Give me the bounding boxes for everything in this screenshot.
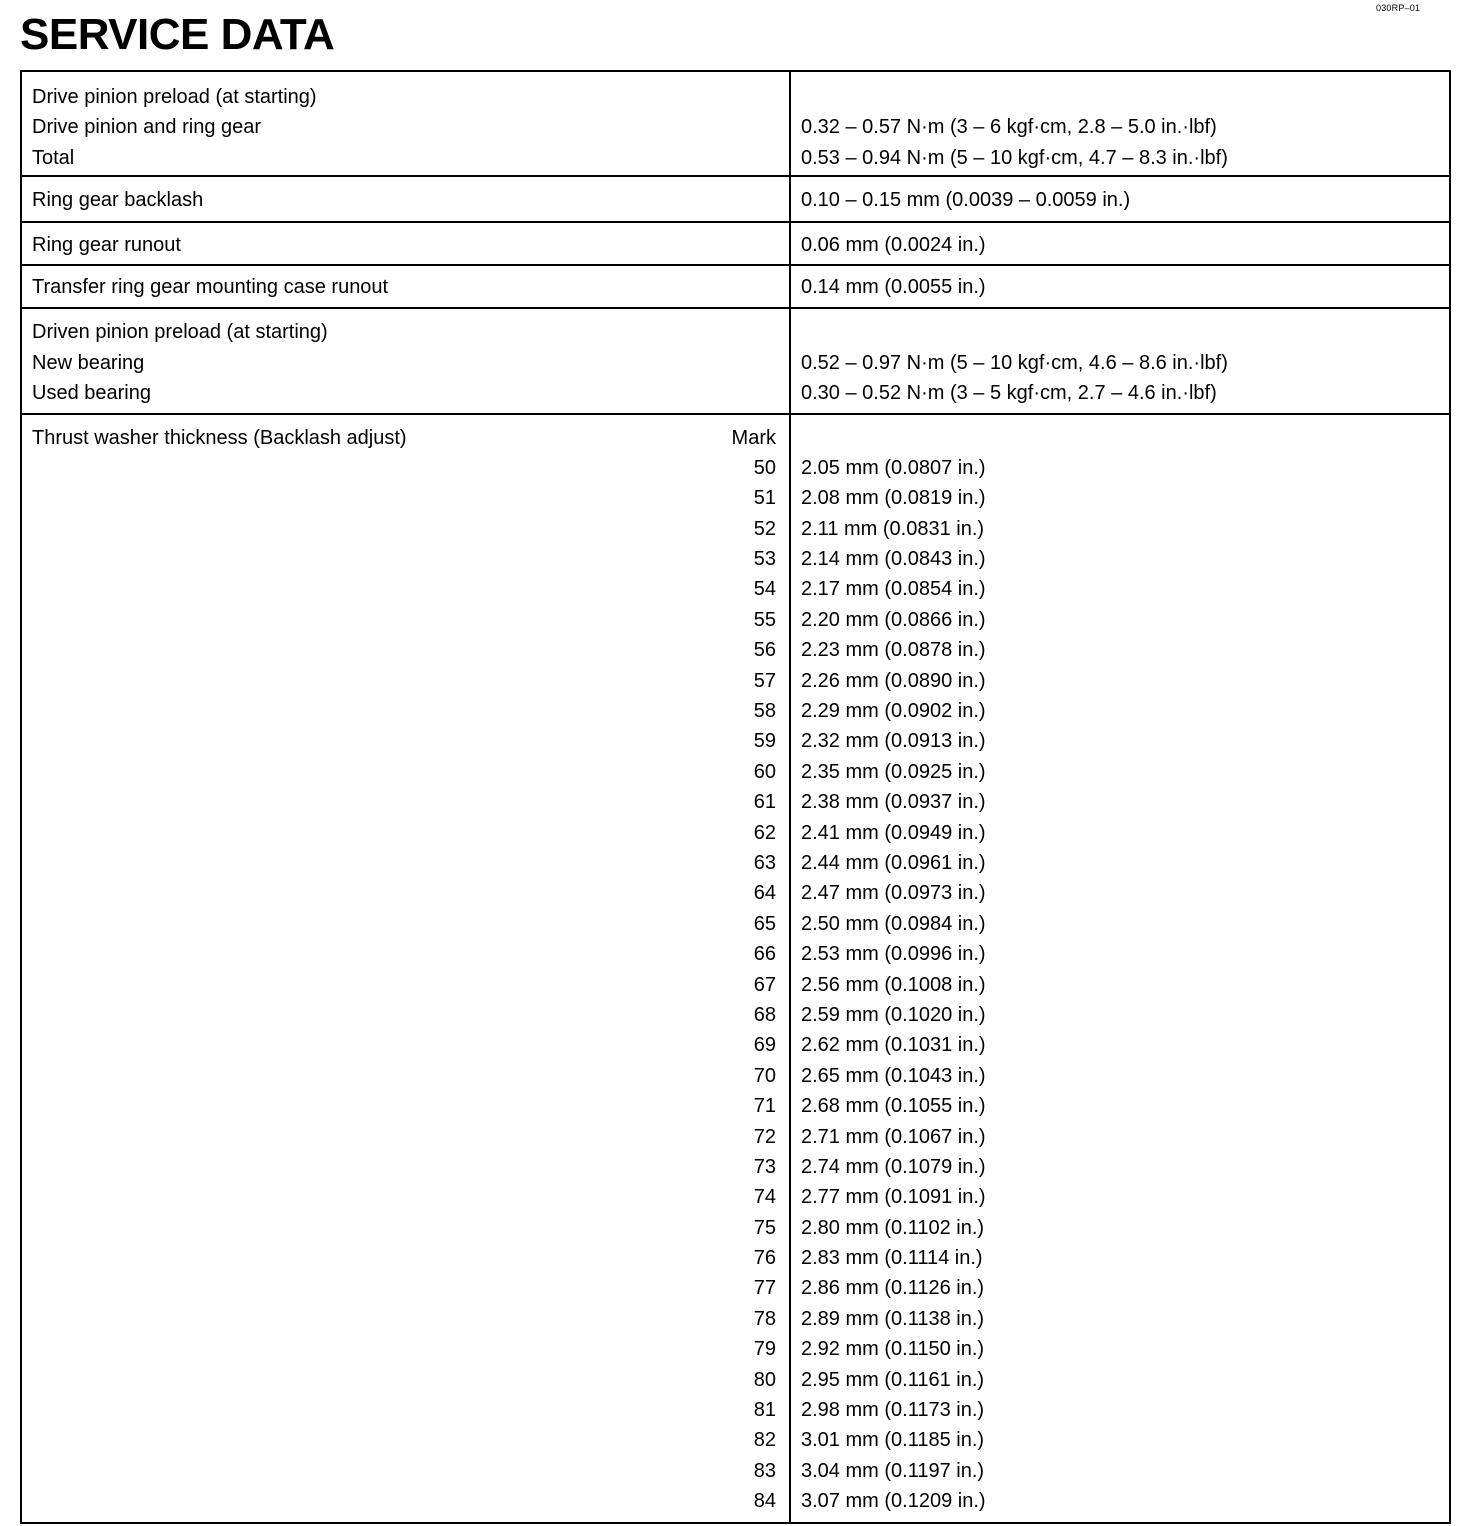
thrust-washer-thickness: 2.56 mm (0.1008 in.) xyxy=(801,973,986,996)
thrust-washer-thickness: 2.47 mm (0.0973 in.) xyxy=(801,882,986,905)
thrust-washer-mark: 54 xyxy=(753,578,776,601)
thrust-washer-thickness: 2.74 mm (0.1079 in.) xyxy=(801,1155,986,1178)
thrust-washer-mark: 74 xyxy=(753,1186,776,1209)
drive-pinion-heading: Drive pinion preload (at starting) xyxy=(32,86,317,108)
thrust-washer-label: Thrust washer thickness (Backlash adjust) xyxy=(32,426,407,449)
thrust-washer-thickness: 2.44 mm (0.0961 in.) xyxy=(801,851,986,874)
thrust-washer-mark: 57 xyxy=(753,669,776,692)
thrust-washer-mark: 63 xyxy=(753,851,776,874)
driven-pinion-preload-row xyxy=(22,309,1449,414)
thrust-washer-thickness: 2.68 mm (0.1055 in.) xyxy=(801,1095,986,1118)
thrust-washer-mark: 60 xyxy=(753,760,776,783)
thrust-washer-mark: 75 xyxy=(753,1216,776,1239)
thrust-washer-mark: 72 xyxy=(753,1125,776,1148)
thrust-washer-thickness: 2.50 mm (0.0984 in.) xyxy=(801,912,986,935)
thrust-washer-mark: 76 xyxy=(753,1247,776,1270)
ring-gear-runout-row xyxy=(22,223,1449,266)
thrust-washer-mark: 78 xyxy=(753,1307,776,1330)
thrust-washer-thickness: 2.26 mm (0.0890 in.) xyxy=(801,669,986,692)
thrust-washer-thickness: 2.95 mm (0.1161 in.) xyxy=(801,1368,985,1391)
driven-pinion-used-value: 0.30 – 0.52 N·m (3 – 5 kgf·cm, 2.7 – 4.6 in.·lbf) xyxy=(801,382,1217,405)
drive-pinion-total-label: Total xyxy=(32,146,75,169)
thrust-washer-thickness: 2.14 mm (0.0843 in.) xyxy=(801,548,986,571)
thrust-washer-thickness: 2.20 mm (0.0866 in.) xyxy=(801,608,986,631)
thrust-washer-mark: 81 xyxy=(753,1399,776,1422)
service-data-table xyxy=(20,70,1451,1524)
thrust-washer-mark: 61 xyxy=(753,791,776,814)
mark-header: Mark xyxy=(731,426,776,449)
drive-pinion-preload-row xyxy=(22,72,1449,177)
thrust-washer-mark: 71 xyxy=(753,1095,776,1118)
driven-pinion-heading: Driven pinion preload (at starting) xyxy=(32,321,328,344)
thrust-washer-thickness: 2.35 mm (0.0925 in.) xyxy=(801,760,986,783)
thrust-washer-row xyxy=(22,415,1449,1522)
thrust-washer-thickness: 2.71 mm (0.1067 in.) xyxy=(801,1125,986,1148)
thrust-washer-thickness: 2.32 mm (0.0913 in.) xyxy=(801,730,986,753)
thrust-washer-mark: 51 xyxy=(753,487,776,510)
thrust-washer-value-cell xyxy=(791,415,1449,1522)
page-title: SERVICE DATA xyxy=(20,10,335,59)
thrust-washer-mark: 80 xyxy=(753,1368,776,1391)
thrust-washer-thickness: 2.59 mm (0.1020 in.) xyxy=(801,1003,986,1026)
thrust-washer-mark: 73 xyxy=(753,1155,776,1178)
thrust-washer-thickness: 2.38 mm (0.0937 in.) xyxy=(801,791,986,814)
thrust-washer-mark: 50 xyxy=(753,456,776,479)
transfer-runout-label: Transfer ring gear mounting case runout xyxy=(32,275,389,298)
driven-pinion-label-cell xyxy=(22,309,791,412)
thrust-washer-mark: 69 xyxy=(753,1034,776,1057)
thrust-washer-mark: 56 xyxy=(753,639,776,662)
thrust-washer-thickness: 2.65 mm (0.1043 in.) xyxy=(801,1064,986,1087)
thrust-washer-thickness: 2.11 mm (0.0831 in.) xyxy=(801,517,985,540)
thrust-washer-thickness: 2.77 mm (0.1091 in.) xyxy=(801,1186,986,1209)
thrust-washer-thickness: 2.89 mm (0.1138 in.) xyxy=(801,1307,985,1330)
thrust-washer-thickness: 2.62 mm (0.1031 in.) xyxy=(801,1034,986,1057)
drive-pinion-label-cell xyxy=(22,72,791,175)
document-id: 030RP–01 xyxy=(1376,3,1421,13)
thrust-washer-mark: 67 xyxy=(753,973,776,996)
thrust-washer-thickness: 2.08 mm (0.0819 in.) xyxy=(801,487,986,510)
thrust-washer-mark: 68 xyxy=(753,1003,776,1026)
thrust-washer-mark: 83 xyxy=(753,1459,776,1482)
ring-gear-runout-label: Ring gear runout xyxy=(32,233,181,256)
thrust-washer-thickness: 2.80 mm (0.1102 in.) xyxy=(801,1216,985,1239)
thrust-washer-mark: 84 xyxy=(753,1490,776,1513)
thrust-washer-thickness: 2.86 mm (0.1126 in.) xyxy=(801,1277,985,1300)
thrust-washer-mark: 53 xyxy=(753,548,776,571)
driven-pinion-new-label: New bearing xyxy=(32,351,145,374)
ring-gear-backlash-label: Ring gear backlash xyxy=(32,189,204,212)
thrust-washer-mark: 59 xyxy=(753,730,776,753)
thrust-washer-thickness: 2.23 mm (0.0878 in.) xyxy=(801,639,986,662)
thrust-washer-thickness: 3.04 mm (0.1197 in.) xyxy=(801,1459,985,1482)
thrust-washer-mark: 70 xyxy=(753,1064,776,1087)
drive-pinion-ring-gear-value: 0.32 – 0.57 N·m (3 – 6 kgf·cm, 2.8 – 5.0 in.·lbf) xyxy=(801,116,1217,139)
thrust-washer-mark: 77 xyxy=(753,1277,776,1300)
drive-pinion-total-value: 0.53 – 0.94 N·m (5 – 10 kgf·cm, 4.7 – 8.3 in.·lbf) xyxy=(801,146,1228,169)
thrust-washer-thickness: 2.17 mm (0.0854 in.) xyxy=(801,578,986,601)
thrust-washer-thickness: 3.07 mm (0.1209 in.) xyxy=(801,1490,986,1513)
thrust-washer-thickness: 2.92 mm (0.1150 in.) xyxy=(801,1338,985,1361)
transfer-runout-row xyxy=(22,266,1449,309)
ring-gear-runout-value: 0.06 mm (0.0024 in.) xyxy=(801,233,986,256)
thrust-washer-mark: 82 xyxy=(753,1429,776,1452)
thrust-washer-mark: 52 xyxy=(753,517,776,540)
drive-pinion-value-cell xyxy=(791,72,1449,175)
driven-pinion-new-value: 0.52 – 0.97 N·m (5 – 10 kgf·cm, 4.6 – 8.6 in.·lbf) xyxy=(801,351,1228,374)
thrust-washer-mark: 58 xyxy=(753,700,776,723)
thrust-washer-mark: 79 xyxy=(753,1338,776,1361)
thrust-washer-mark: 64 xyxy=(753,882,776,905)
thrust-washer-thickness: 2.05 mm (0.0807 in.) xyxy=(801,456,986,479)
thrust-washer-mark: 55 xyxy=(753,608,776,631)
transfer-runout-value: 0.14 mm (0.0055 in.) xyxy=(801,275,986,298)
thrust-washer-thickness: 2.83 mm (0.1114 in.) xyxy=(801,1247,983,1270)
ring-gear-backlash-row xyxy=(22,177,1449,222)
driven-pinion-used-label: Used bearing xyxy=(32,382,151,405)
thrust-washer-label-cell xyxy=(22,415,791,1522)
thrust-washer-mark: 62 xyxy=(753,821,776,844)
thrust-washer-thickness: 2.41 mm (0.0949 in.) xyxy=(801,821,986,844)
driven-pinion-value-cell xyxy=(791,309,1449,412)
thrust-washer-thickness: 2.53 mm (0.0996 in.) xyxy=(801,943,986,966)
thrust-washer-mark: 66 xyxy=(753,943,776,966)
ring-gear-backlash-value: 0.10 – 0.15 mm (0.0039 – 0.0059 in.) xyxy=(801,189,1131,212)
thrust-washer-thickness: 2.29 mm (0.0902 in.) xyxy=(801,700,986,723)
thrust-washer-thickness: 2.98 mm (0.1173 in.) xyxy=(801,1399,985,1422)
thrust-washer-thickness: 3.01 mm (0.1185 in.) xyxy=(801,1429,985,1452)
thrust-washer-mark: 65 xyxy=(753,912,776,935)
drive-pinion-ring-gear-label: Drive pinion and ring gear xyxy=(32,116,262,139)
